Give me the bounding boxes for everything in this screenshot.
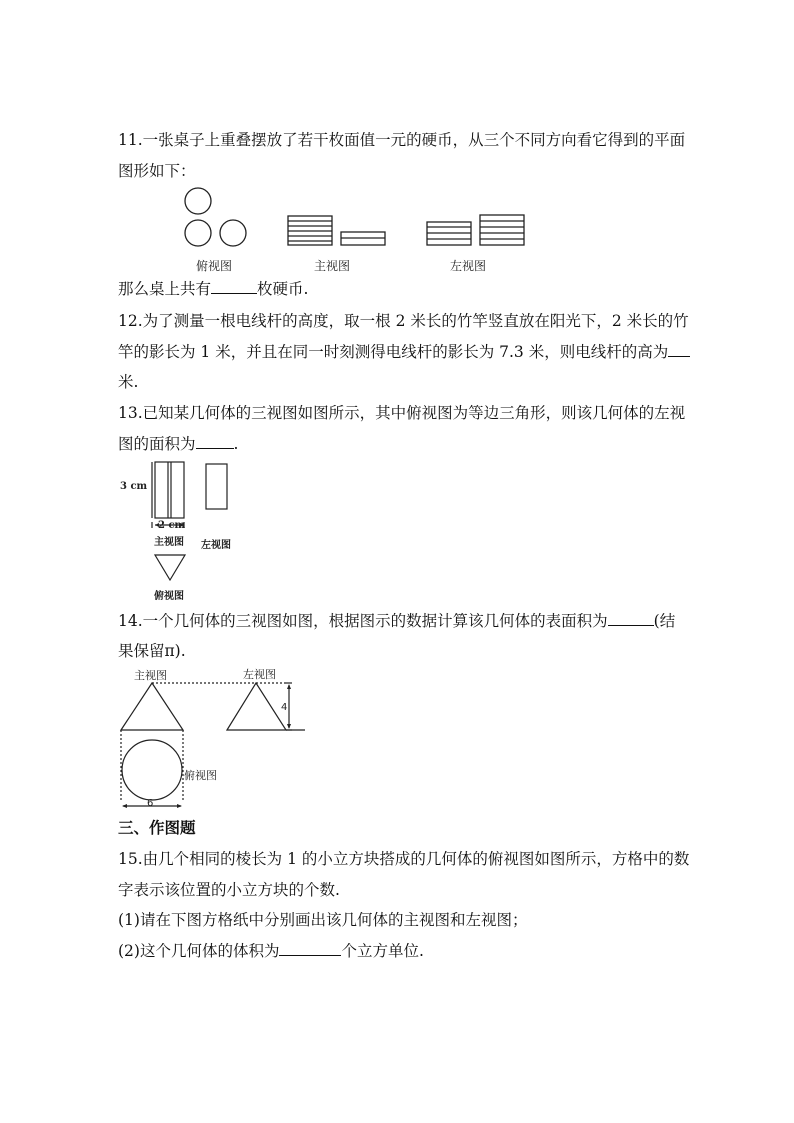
q14-front-view-label: 主视图 xyxy=(134,669,167,682)
q13-line1: 13.已知某几何体的三视图如图所示，其中俯视图为等边三角形，则该几何体的左视 xyxy=(118,404,686,422)
q13-line2 xyxy=(118,434,238,454)
q14-top-view-label: 俯视图 xyxy=(184,769,217,782)
q12-line2-text: 竿的影长为 1 米，并且在同一时刻测得电线杆的影长为 7.3 米，则电线杆的高为 xyxy=(118,343,669,361)
q15-part2 xyxy=(118,941,424,961)
q15-part2-post: 个立方单位. xyxy=(341,942,424,960)
q13-top-view-label: 俯视图 xyxy=(154,591,184,602)
q14-left-view-label: 左视图 xyxy=(243,668,276,681)
q14-diameter-label: 6 xyxy=(147,798,154,809)
q14-line1-post: (结 xyxy=(653,612,676,630)
q11-answer-pre: 那么桌上共有 xyxy=(118,280,212,298)
q14-line1 xyxy=(118,611,675,631)
q12-line2 xyxy=(118,342,690,362)
q12-answer-blank[interactable] xyxy=(668,342,690,357)
q11-line1: 11.一张桌子上重叠摆放了若干枚面值一元的硬币，从三个不同方向看它得到的平面 xyxy=(118,131,686,149)
q11-answer-blank[interactable] xyxy=(211,279,257,294)
q15-part2-pre: (2)这个几何体的体积为 xyxy=(118,942,280,960)
q11-answer-post: 枚硬币. xyxy=(257,280,309,298)
q15-part1: (1)请在下图方格纸中分别画出该几何体的主视图和左视图； xyxy=(118,911,528,929)
q11-front-view-label: 主视图 xyxy=(314,259,351,273)
q15-line1: 15.由几个相同的棱长为 1 的小立方块搭成的几何体的俯视图如图所示，方格中的数 xyxy=(118,850,690,868)
q12-line3: 米. xyxy=(118,373,139,391)
q11-figure xyxy=(180,186,540,248)
q14-height-label: 4 xyxy=(281,702,288,713)
q13-height-label: 3 cm xyxy=(120,481,148,492)
q14-line1-pre: 14.一个几何体的三视图如图，根据图示的数据计算该几何体的表面积为 xyxy=(118,612,608,630)
q13-front-view-label: 主视图 xyxy=(154,537,184,548)
q14-line2: 果保留π). xyxy=(118,642,186,660)
q13-left-view-label: 左视图 xyxy=(201,540,231,551)
q11-left-view-label: 左视图 xyxy=(450,259,487,273)
q13-line2-post: . xyxy=(233,435,239,453)
q13-answer-blank[interactable] xyxy=(196,434,234,449)
q14-answer-blank[interactable] xyxy=(608,611,654,626)
q13-line2-pre: 图的面积为 xyxy=(118,435,196,453)
section3-title: 三、作图题 xyxy=(118,819,196,837)
q13-width-label: 2 cm xyxy=(158,520,186,531)
q11-answer-line xyxy=(118,279,308,299)
q15-answer-blank[interactable] xyxy=(279,941,341,956)
q12-line1: 12.为了测量一根电线杆的高度，取一根 2 米长的竹竿竖直放在阳光下，2 米长的竹 xyxy=(118,312,689,330)
q15-line2: 字表示该位置的小立方块的个数. xyxy=(118,881,340,899)
q14-figure xyxy=(112,668,312,813)
q11-line2: 图形如下： xyxy=(118,162,196,180)
q11-top-view-label: 俯视图 xyxy=(196,259,233,273)
